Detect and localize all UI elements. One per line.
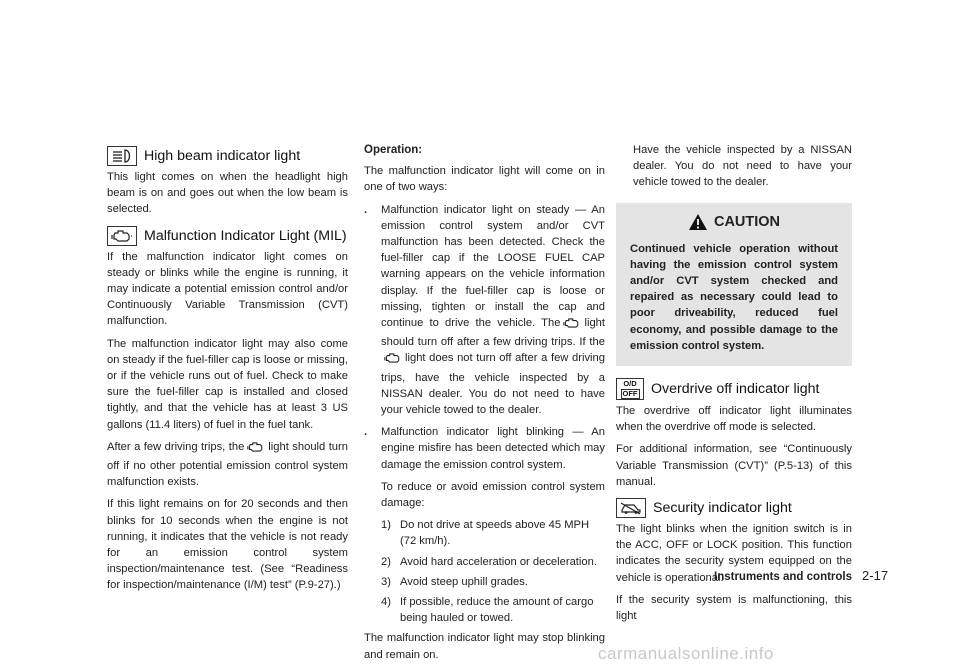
od-paragraph-2: For additional information, see “Continuously Variable Transmission (CVT)” (P.5-13) of this manual. [616,443,852,488]
mil-paragraph-3 [107,439,348,491]
high-beam-heading [107,146,348,166]
step-item [381,554,605,570]
list-item [364,202,605,419]
caution-header [630,213,838,231]
bullet2-subtext: To reduce or avoid emission control system damage: [381,480,605,510]
step-text: If possible, reduce the amount of cargo being hauled or towed. [400,596,594,625]
step-text: Avoid steep uphill grades. [400,575,528,588]
step-number: 1) [381,519,391,532]
mil-paragraph-2: The malfunction indicator light may also come on steady if the fuel-filler cap is loose or missing, or if the vehicle runs out of fuel. Check to make sure the fuel-filler cap is installed and closed tightly, and that the vehicle has at least 3 US gallons (11.4 liters) of fuel in the fuel tank. [107,337,348,431]
bullet-dot: . [364,203,368,216]
bullet1-part-b: light should turn off after a few driving trips. If the [381,317,605,349]
engine-check-icon [563,317,581,334]
engine-check-icon [384,352,402,369]
watermark: carmanualsonline.info [598,644,774,663]
high-beam-icon [107,146,137,166]
od-paragraph-1: The overdrive off indicator light illuminates when the overdrive off mode is selected. [616,405,852,434]
column-middle [364,142,605,669]
bullet1-part-a: Malfunction indicator light on steady — An emission control system and/or CVT malfunction has been detected. Check the fuel-filler cap if the LOOSE FUEL CAP warning appears on the vehicle information display. If the fuel-filler cap is loose or missing, tighten or install the cap and continue to drive the vehicle. The [381,203,605,330]
bullet1-part-c: light does not turn off after a few driving trips, have the vehicle inspected by a NISSAN dealer. You do not need to have your vehicle towed to the dealer. [381,352,605,417]
warning-triangle-icon [688,213,708,231]
mil-title: Malfunction Indicator Light (MIL) [144,227,347,244]
step-item [381,574,605,590]
security-heading [616,498,852,518]
engine-check-icon [107,226,137,246]
security-title: Security indicator light [653,499,792,516]
mil-heading [107,226,348,246]
od-heading [616,378,852,400]
od-title: Overdrive off indicator light [651,380,820,397]
mil-p3-end: light should turn off if no other potential emission control system malfunction exists. [107,440,348,489]
od-off-icon [616,378,644,400]
page-number: 2-17 [862,568,889,583]
step-number: 2) [381,555,391,568]
security-car-icon [616,498,646,518]
closing-text: The malfunction indicator light may stop blinking and remain on. [364,632,605,661]
step-number: 4) [381,596,391,609]
bullet-text [381,202,605,419]
page-footer [714,568,888,583]
section-name: Instruments and controls [714,571,853,583]
inspection-text: Have the vehicle inspected by a NISSAN dealer. You do not need to have your vehicle towed to the dealer. [633,144,852,189]
step-item [381,594,605,626]
mil-paragraph-4: If this light remains on for 20 seconds and then blinks for 10 seconds when the engine is not running, it indicates that the vehicle is not ready for an emission control system inspection/maintenance test. (See “Readiness for inspection/maintenance (I/M) test” (P.9-27).) [107,498,348,592]
list-item [364,424,605,473]
security-paragraph-1: The light blinks when the ignition switch is in the ACC, OFF or LOCK position. This function indicates the security system equipped on the vehicle is operational. [616,523,852,584]
engine-check-icon [247,441,265,458]
step-item [381,517,605,549]
mil-paragraph-1: If the malfunction indicator light comes on steady or blinks while the engine is running, it may indicate a potential emission control and/or Continuously Variable Transmission (CVT) malfunction. [107,250,348,328]
step-text: Avoid hard acceleration or deceleration. [400,555,597,568]
bullet-dot: . [364,426,368,439]
step-number: 3) [381,575,391,588]
od-icon-bottom: OFF [622,388,638,398]
security-paragraph-2: If the security system is malfunctioning, this light [616,593,852,623]
high-beam-title: High beam indicator light [144,147,301,164]
caution-box [616,203,852,366]
caution-title: CAUTION [713,213,781,230]
column-right [616,142,852,630]
high-beam-text: This light comes on when the headlight high beam is on and goes out when the low beam is selected. [107,171,348,216]
bullet-text: Malfunction indicator light blinking — An engine misfire has been detected which may damage the emission control system. [381,426,605,471]
operation-intro: The malfunction indicator light will come on in one of two ways: [364,165,605,194]
column-left [107,142,348,600]
step-text: Do not drive at speeds above 45 MPH (72 km/h). [400,519,590,548]
caution-text: Continued vehicle operation without having the emission control system and/or CVT system checked and repaired as necessary could lead to poor driveability, reduced fuel economy, and possible damage to the emission control system. [630,242,838,352]
operation-title: Operation: [364,144,423,156]
mil-p3-start: After a few driving trips, the [107,440,245,453]
od-icon-top: O/D [623,378,637,388]
